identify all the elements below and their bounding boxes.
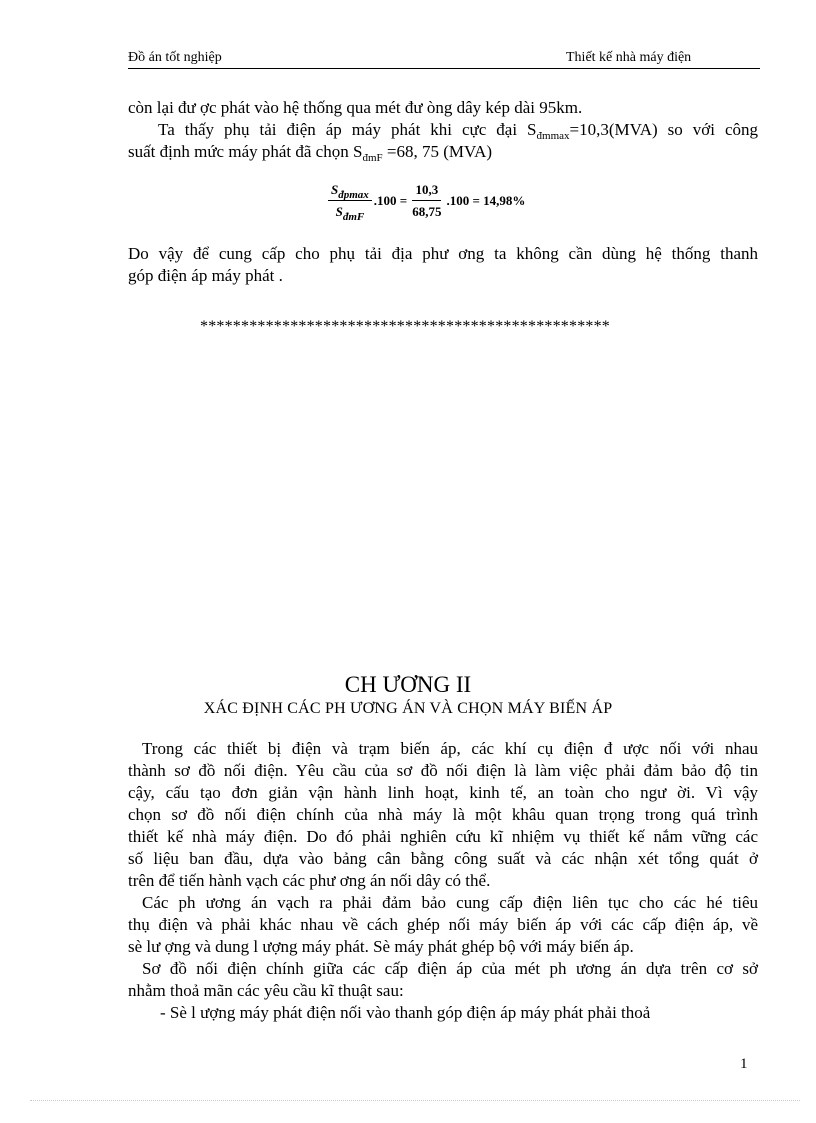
formula-denominator-2: 68,75	[412, 204, 442, 219]
body-p2-line-2: thụ điện và phải khác nhau về cách ghép nối máy biến áp với các cấp điện áp, về	[128, 915, 758, 934]
conclusion-line-2: góp điện áp máy phát .	[128, 266, 283, 285]
intro-line-2-rest: =10,3(MVA) so với công	[569, 120, 759, 139]
formula-fraction-1	[328, 182, 372, 223]
formula-denominator-1	[333, 201, 368, 223]
body-p3-line-2: nhằm thoả mãn các yêu cầu kĩ thuật sau:	[128, 981, 404, 1000]
formula-middle: .100 =	[373, 193, 408, 208]
body-p1-line-5: thiết kế nhà máy điện. Do đó phải nghiên cứu kĩ nhiệm vụ thiết kế nắm vững các	[128, 827, 758, 846]
intro-line-2-text: Ta thấy phụ tải điện áp máy phát khi cực đại S	[158, 120, 537, 139]
body-paragraph-1	[128, 738, 758, 892]
header-left-title: Đồ án tốt nghiệp	[128, 50, 222, 65]
body-paragraph-3	[128, 958, 758, 1024]
conclusion-paragraph	[128, 243, 758, 287]
body-p1-line-2: thành sơ đồ nối điện. Yêu cầu của sơ đồ nối điện là làm việc phải đảm bảo độ tin	[128, 761, 758, 780]
body-p1-line-6: số liệu ban đầu, dựa vào bảng cân bằng công suất và các nhận xét tổng quát ở	[128, 849, 758, 868]
formula-den1-symbol: S	[335, 204, 343, 219]
conclusion-line-1: Do vậy để cung cấp cho phụ tải địa phư ơng ta không cần dùng hệ thống thanh	[128, 244, 758, 263]
body-p3-line-1: Sơ đồ nối điện chính giữa các cấp điện áp của mét ph ương án dựa trên cơ sở	[142, 959, 758, 978]
body-p3-line-3: - Sè l ượng máy phát điện nối vào thanh góp điện áp máy phát phải thoả	[160, 1003, 651, 1022]
intro-line-1: còn lại đư ợc phát vào hệ thống qua mét đư òng dây kép dài 95km.	[128, 98, 583, 117]
intro-line-2-subscript: đmmax	[536, 130, 570, 142]
formula-den1-subscript: đmF	[342, 211, 365, 223]
star-separator: **************************************************	[200, 318, 610, 335]
formula-num1-subscript: đpmax	[338, 189, 369, 201]
formula-fraction-2	[409, 182, 444, 220]
intro-line-3-text: suất định mức máy phát đã chọn S	[128, 142, 363, 161]
body-p2-line-3: sè lư ợng và dung l ượng máy phát. Sè máy phát ghép bộ với máy biến áp.	[128, 937, 634, 956]
formula-num1-symbol: S	[331, 182, 339, 197]
body-paragraph-2	[128, 892, 758, 958]
body-p1-line-7: trên để tiến hành vạch các phư ơng án nối dây có thể.	[128, 871, 491, 890]
body-p2-line-1: Các ph ương án vạch ra phải đảm bảo cung cấp điện liên tục cho các hé tiêu	[142, 893, 758, 912]
formula-numerator-1	[328, 182, 372, 201]
intro-line-3-subscript: đmF	[362, 152, 383, 164]
formula-result: .100 = 14,98%	[446, 193, 526, 208]
body-p1-line-3: cậy, cấu tạo đơn giản vận hành linh hoạt, kinh tế, an toàn cho ngư ời. Vì vậy	[128, 783, 758, 802]
intro-line-2	[128, 119, 758, 141]
page-bottom-edge	[30, 1100, 800, 1101]
body-p1-line-1: Trong các thiết bị điện và trạm biến áp, các khí cụ điện đ ược nối với nhau	[142, 739, 758, 758]
chapter-title: CH ƯƠNG II	[344, 672, 472, 697]
header-divider	[128, 68, 760, 69]
ratio-formula	[328, 178, 527, 224]
chapter-subtitle: XÁC ĐỊNH CÁC PH ƯƠNG ÁN VÀ CHỌN MÁY BIẾN ÁP	[203, 700, 613, 717]
formula-numerator-2: 10,3	[412, 182, 441, 201]
body-p1-line-4: chọn sơ đồ nối điện chính của nhà máy là một khâu quan trọng trong quá trình	[128, 805, 758, 824]
intro-paragraph	[128, 97, 758, 163]
intro-line-3	[128, 141, 758, 163]
intro-line-3-rest: =68, 75 (MVA)	[382, 142, 493, 161]
header-right-title: Thiết kế nhà máy điện	[566, 50, 692, 65]
page-number: 1	[740, 1056, 748, 1072]
